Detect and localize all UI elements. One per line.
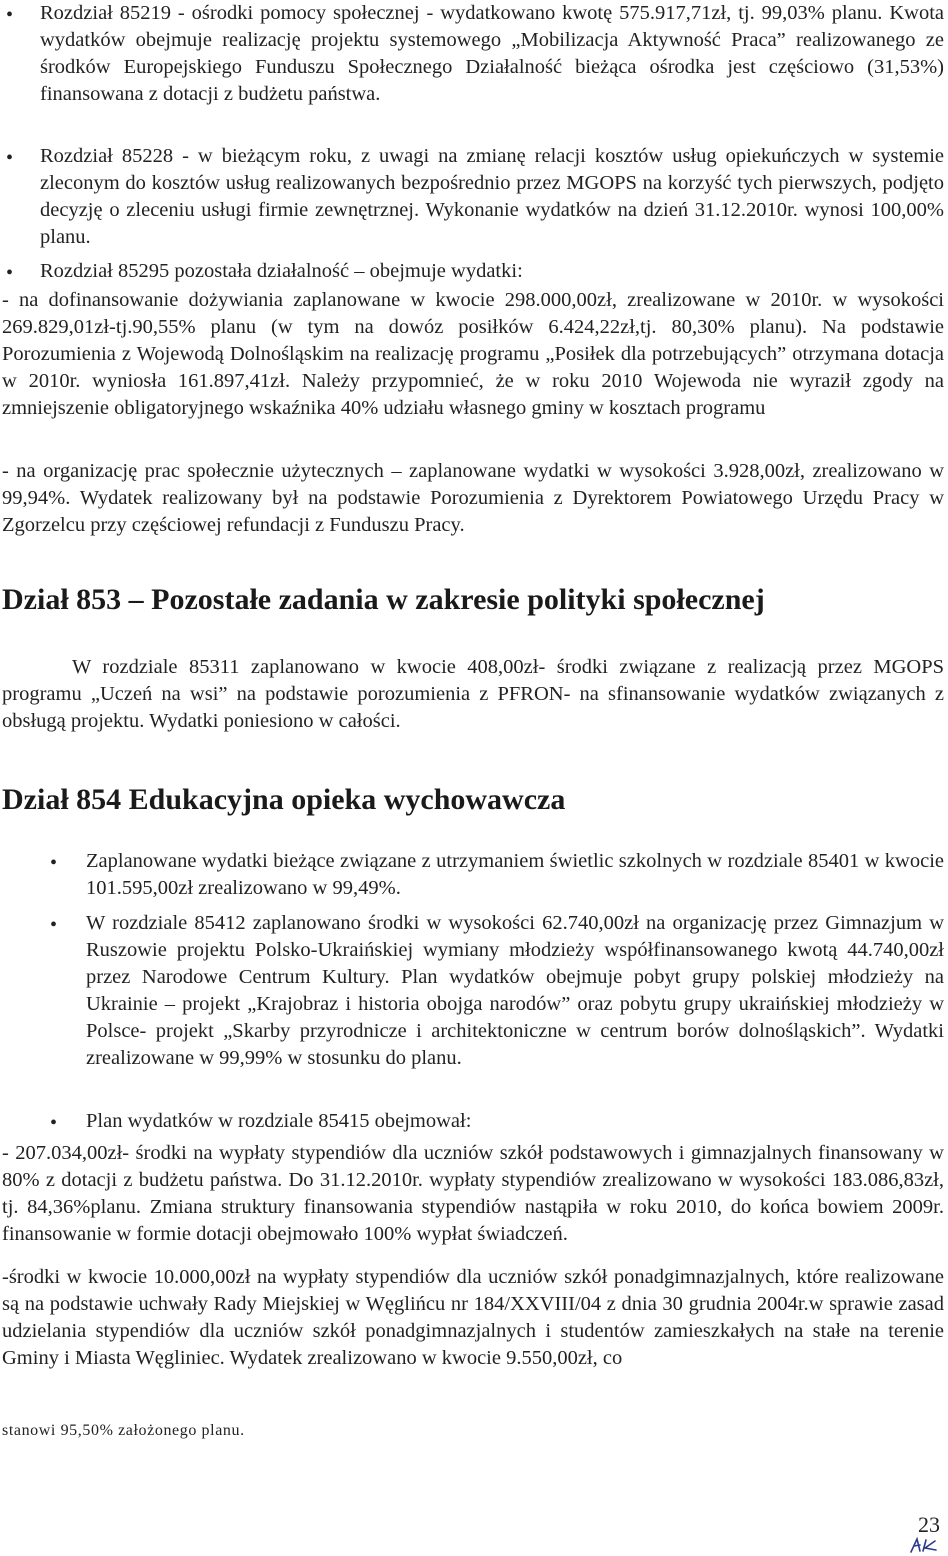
bullet-dot: • (6, 262, 14, 284)
paragraph-85228: Rozdział 85228 - w bieżącym roku, z uwagi na zmianę relacji kosztów usług opiekuńczych w systemie zleconym do kosztów usług realizowanych bezpośrednio przez MGOPS na korzyść tych pierwszych, podjęto decyzję o zleceniu usługi firmie zewnętrznej. Wykonanie wydatków na dzień 31.12.2010r. wynosi 100,00% planu. (40, 145, 944, 248)
bullet-dot: • (50, 852, 58, 874)
bullet-dot: • (50, 914, 58, 936)
paragraph-prace-spoleczne: - na organizację prac społecznie użytecznych – zaplanowane wydatki w wysokości 3.928,00zł, zrealizowano w 99,94%. Wydatek realizowany był na podstawie Porozumienia z Dyrektorem Powiatowego Urzędu Pracy w Zgorzelcu przy częściowej refundacji z Funduszu Pracy. (2, 460, 944, 536)
paragraph-tail: stanowi 95,50% założonego planu. (2, 1422, 245, 1439)
paragraph-stypendia-ponadgimnazjalne: -środki w kwocie 10.000,00zł na wypłaty stypendiów dla uczniów szkół ponadgimnazjalnych, które realizowane są na podstawie uchwały Rady Miejskiej w Węglińcu nr 184/XXVIII/04 z dnia 30 grudnia 2004r.w sprawie zasad udzielania stypendiów dla uczniów szkół ponadgimnazjalnych i studentów zamieszkałych na stałe na terenie Gminy i Miasta Węgliniec. Wydatek zrealizowano w kwocie 9.550,00zł, co (2, 1266, 944, 1369)
bullet-dot: • (6, 4, 14, 26)
paragraph-85415: Plan wydatków w rozdziale 85415 obejmował: (86, 1110, 472, 1132)
section-heading-853: Dział 853 – Pozostałe zadania w zakresie polityki społecznej (2, 583, 765, 616)
paragraph-85295: Rozdział 85295 pozostała działalność – obejmuje wydatki: (40, 260, 523, 282)
page-number: 23 (918, 1512, 940, 1537)
paragraph-dozywianie: - na dofinansowanie dożywiania zaplanowane w kwocie 298.000,00zł, zrealizowane w 2010r. w wysokości 269.829,01zł-tj.90,55% planu (w tym na dowóz posiłków 6.424,22zł,tj. 80,30% planu). Na podstawie Porozumienia z Wojewodą Dolnośląskim na realizację programu „Posiłek dla potrzebujących” otrzymana dotacja w 2010r. wyniosła 161.897,41zł. Należy przypomnieć, że w roku 2010 Wojewoda nie wyraził zgody na zmniejszenie obligatoryjnego wskaźnika 40% udziału własnego gminy w kosztach programu (2, 289, 944, 419)
paragraph-85401: Zaplanowane wydatki bieżące związane z utrzymaniem świetlic szkolnych w rozdziale 85401 w kwocie 101.595,00zł zrealizowano w 99,49%. (86, 850, 944, 899)
paragraph-85311: W rozdziale 85311 zaplanowano w kwocie 408,00zł- środki związane z realizacją przez MGOPS programu „Uczeń na wsi” na podstawie porozumienia z PFRON- na sfinansowanie wydatków związanych z obsługą projektu. Wydatki poniesiono w całości. (2, 656, 944, 732)
paragraph-85412: W rozdziale 85412 zaplanowano środki w wysokości 62.740,00zł na organizację przez Gimnazjum w Ruszowie projektu Polsko-Ukraińskiej wymiany młodzieży współfinansowanego kwotą 44.740,00zł przez Narodowe Centrum Kultury. Plan wydatków obejmuje pobyt grupy polskiej młodzieży na Ukrainie – projekt „Krajobraz i historia obojga narodów” oraz pobytu grupy ukraińskiej młodzieży w Polsce- projekt „Skarby przyrodnicze i architektoniczne w centrum borów dolnośląskich”. Wydatki zrealizowane w 99,99% w stosunku do planu. (86, 912, 944, 1069)
handwritten-signature (908, 1536, 938, 1554)
bullet-dot: • (6, 147, 14, 169)
paragraph-stypendia-podstawowe: - 207.034,00zł- środki na wypłaty stypendiów dla uczniów szkół podstawowych i gimnazjalnych finansowany w 80% z dotacji z budżetu państwa. Do 31.12.2010r. wypłaty stypendiów zrealizowano w wysokości 183.086,83zł, tj. 84,36%planu. Zmiana struktury finansowania stypendiów nastąpiła w roku 2010, do końca bowiem 2009r. finansowanie w formie dotacji obejmowało 100% wypłat świadczeń. (2, 1142, 944, 1245)
bullet-dot: • (50, 1112, 58, 1134)
section-heading-854: Dział 854 Edukacyjna opieka wychowawcza (2, 783, 566, 816)
paragraph-85219: Rozdział 85219 - ośrodki pomocy społecznej - wydatkowano kwotę 575.917,71zł, tj. 99,03% planu. Kwota wydatków obejmuje realizację projektu systemowego „Mobilizacja Aktywność Praca” realizowanego ze środków Europejskiego Funduszu Społecznego Działalność bieżąca ośrodka jest częściowo (31,53%) finansowana z dotacji z budżetu państwa. (40, 2, 944, 105)
